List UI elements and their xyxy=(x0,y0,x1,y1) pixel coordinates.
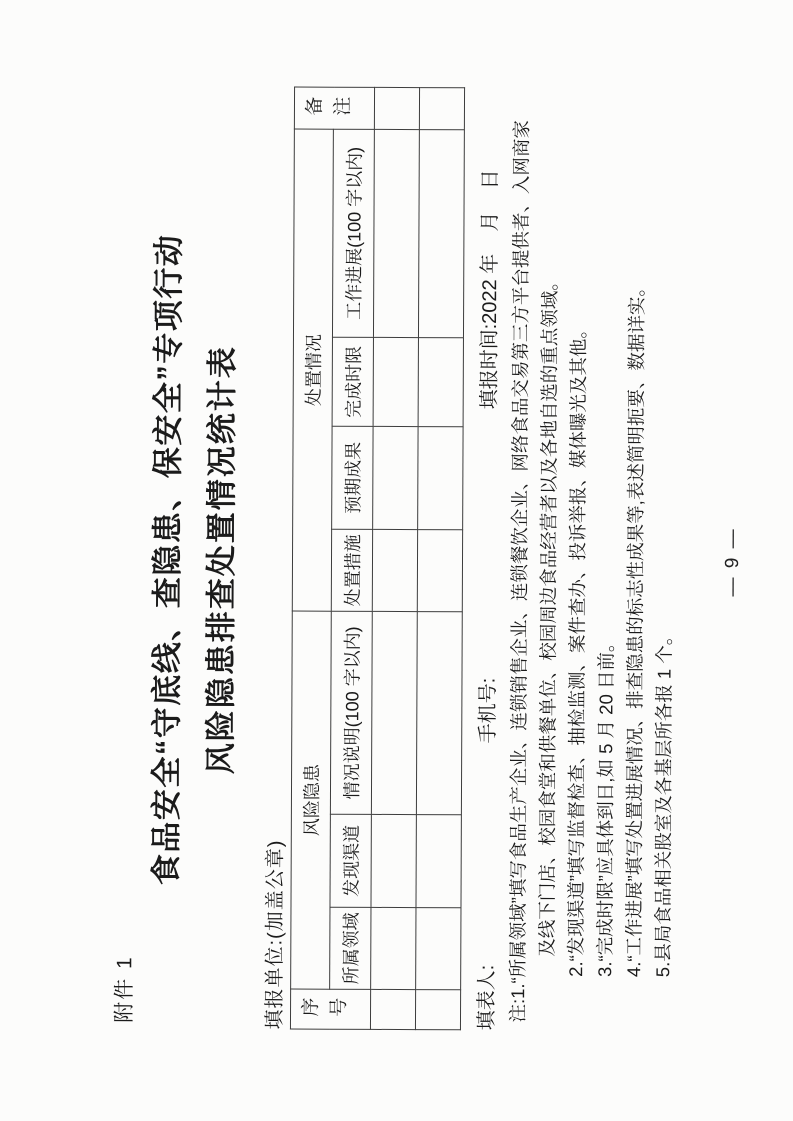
reporting-unit-label: 填报单位:(加盖公章) xyxy=(263,839,287,1030)
group-header-risk: 风险隐患 xyxy=(291,611,332,989)
serial-header-text: 序号 xyxy=(299,998,357,1020)
column-header-work-progress: 工作进展(100 字以内) xyxy=(332,129,374,337)
page-number: — 9 — xyxy=(721,527,744,597)
note-line: 4.“工作进展”填写处置进展情况、排查隐患的标志性成果等,表述简明扼要、数据详实。 xyxy=(623,278,648,978)
table-cell xyxy=(416,908,461,990)
table-cell xyxy=(371,814,416,907)
column-header-expected-results: 预期成果 xyxy=(332,426,373,529)
attachment-label: 附件 1 xyxy=(112,955,137,1023)
column-header-discovery-channel: 发现渠道 xyxy=(330,814,371,907)
table-cell xyxy=(372,529,417,611)
table-cell xyxy=(416,612,462,815)
table-row xyxy=(370,87,419,1029)
table-cell xyxy=(374,87,419,129)
report-time-label: 填报时间:2022 年 月 日 xyxy=(478,169,502,410)
column-header-completion-deadline: 完成时限 xyxy=(332,337,373,426)
remark-header-text: 备注 xyxy=(303,97,361,119)
risk-statistics-table xyxy=(290,87,465,1031)
table-cell xyxy=(417,530,462,612)
table-cell xyxy=(373,129,419,337)
column-header-serial xyxy=(290,989,370,1029)
table-cell xyxy=(373,337,418,426)
table-group-header-row xyxy=(290,87,333,1029)
table-cell xyxy=(418,427,463,530)
preparer-label: 填表人: xyxy=(475,964,499,1031)
table-cell xyxy=(415,990,460,1030)
table-cell xyxy=(418,338,463,427)
table-cell xyxy=(418,130,464,338)
table-leaf-header-row xyxy=(329,87,374,1029)
table-row xyxy=(415,88,464,1030)
document-subtitle: 风险隐患排查处置情况统计表 xyxy=(203,345,240,775)
signature-line xyxy=(470,0,503,1121)
notes-block xyxy=(503,62,681,1023)
table-cell xyxy=(371,907,416,989)
table-cell xyxy=(416,815,461,908)
note-line: 3.“完成时限”应具体到日,如 5 月 20 日前。 xyxy=(594,633,617,977)
phone-label: 手机号: xyxy=(477,677,500,744)
column-header-disposal-measures: 处置措施 xyxy=(331,529,372,611)
column-header-remark xyxy=(294,87,374,129)
document-title: 食品安全“守底线、查隐患、保安全”专项行动 xyxy=(148,233,187,886)
group-header-disposal: 处置情况 xyxy=(292,129,333,611)
column-header-domain: 所属领域 xyxy=(330,907,371,989)
column-header-situation-description: 情况说明(100 字以内) xyxy=(330,611,372,814)
note-line: 及线下门店、校园食堂和供餐单位、校园周边食品经营者以及各地自选的重点领域。 xyxy=(536,272,561,957)
table-cell xyxy=(371,611,417,814)
note-line: 注:1.“所属领域”填写食品生产企业、连锁销售企业、连锁餐饮企业、网络食品交易第三方平台提供者、入网商家 xyxy=(506,120,532,1023)
note-line: 5.县局食品相关股室及各基层所各报 1 个。 xyxy=(652,626,675,978)
table-cell xyxy=(370,989,415,1029)
note-line: 2.“发现渠道”填写监督检查、抽检监测、案件查办、投诉举报、媒体曝光及其他。 xyxy=(565,319,590,977)
table-cell xyxy=(373,426,418,529)
table-cell xyxy=(419,88,464,130)
